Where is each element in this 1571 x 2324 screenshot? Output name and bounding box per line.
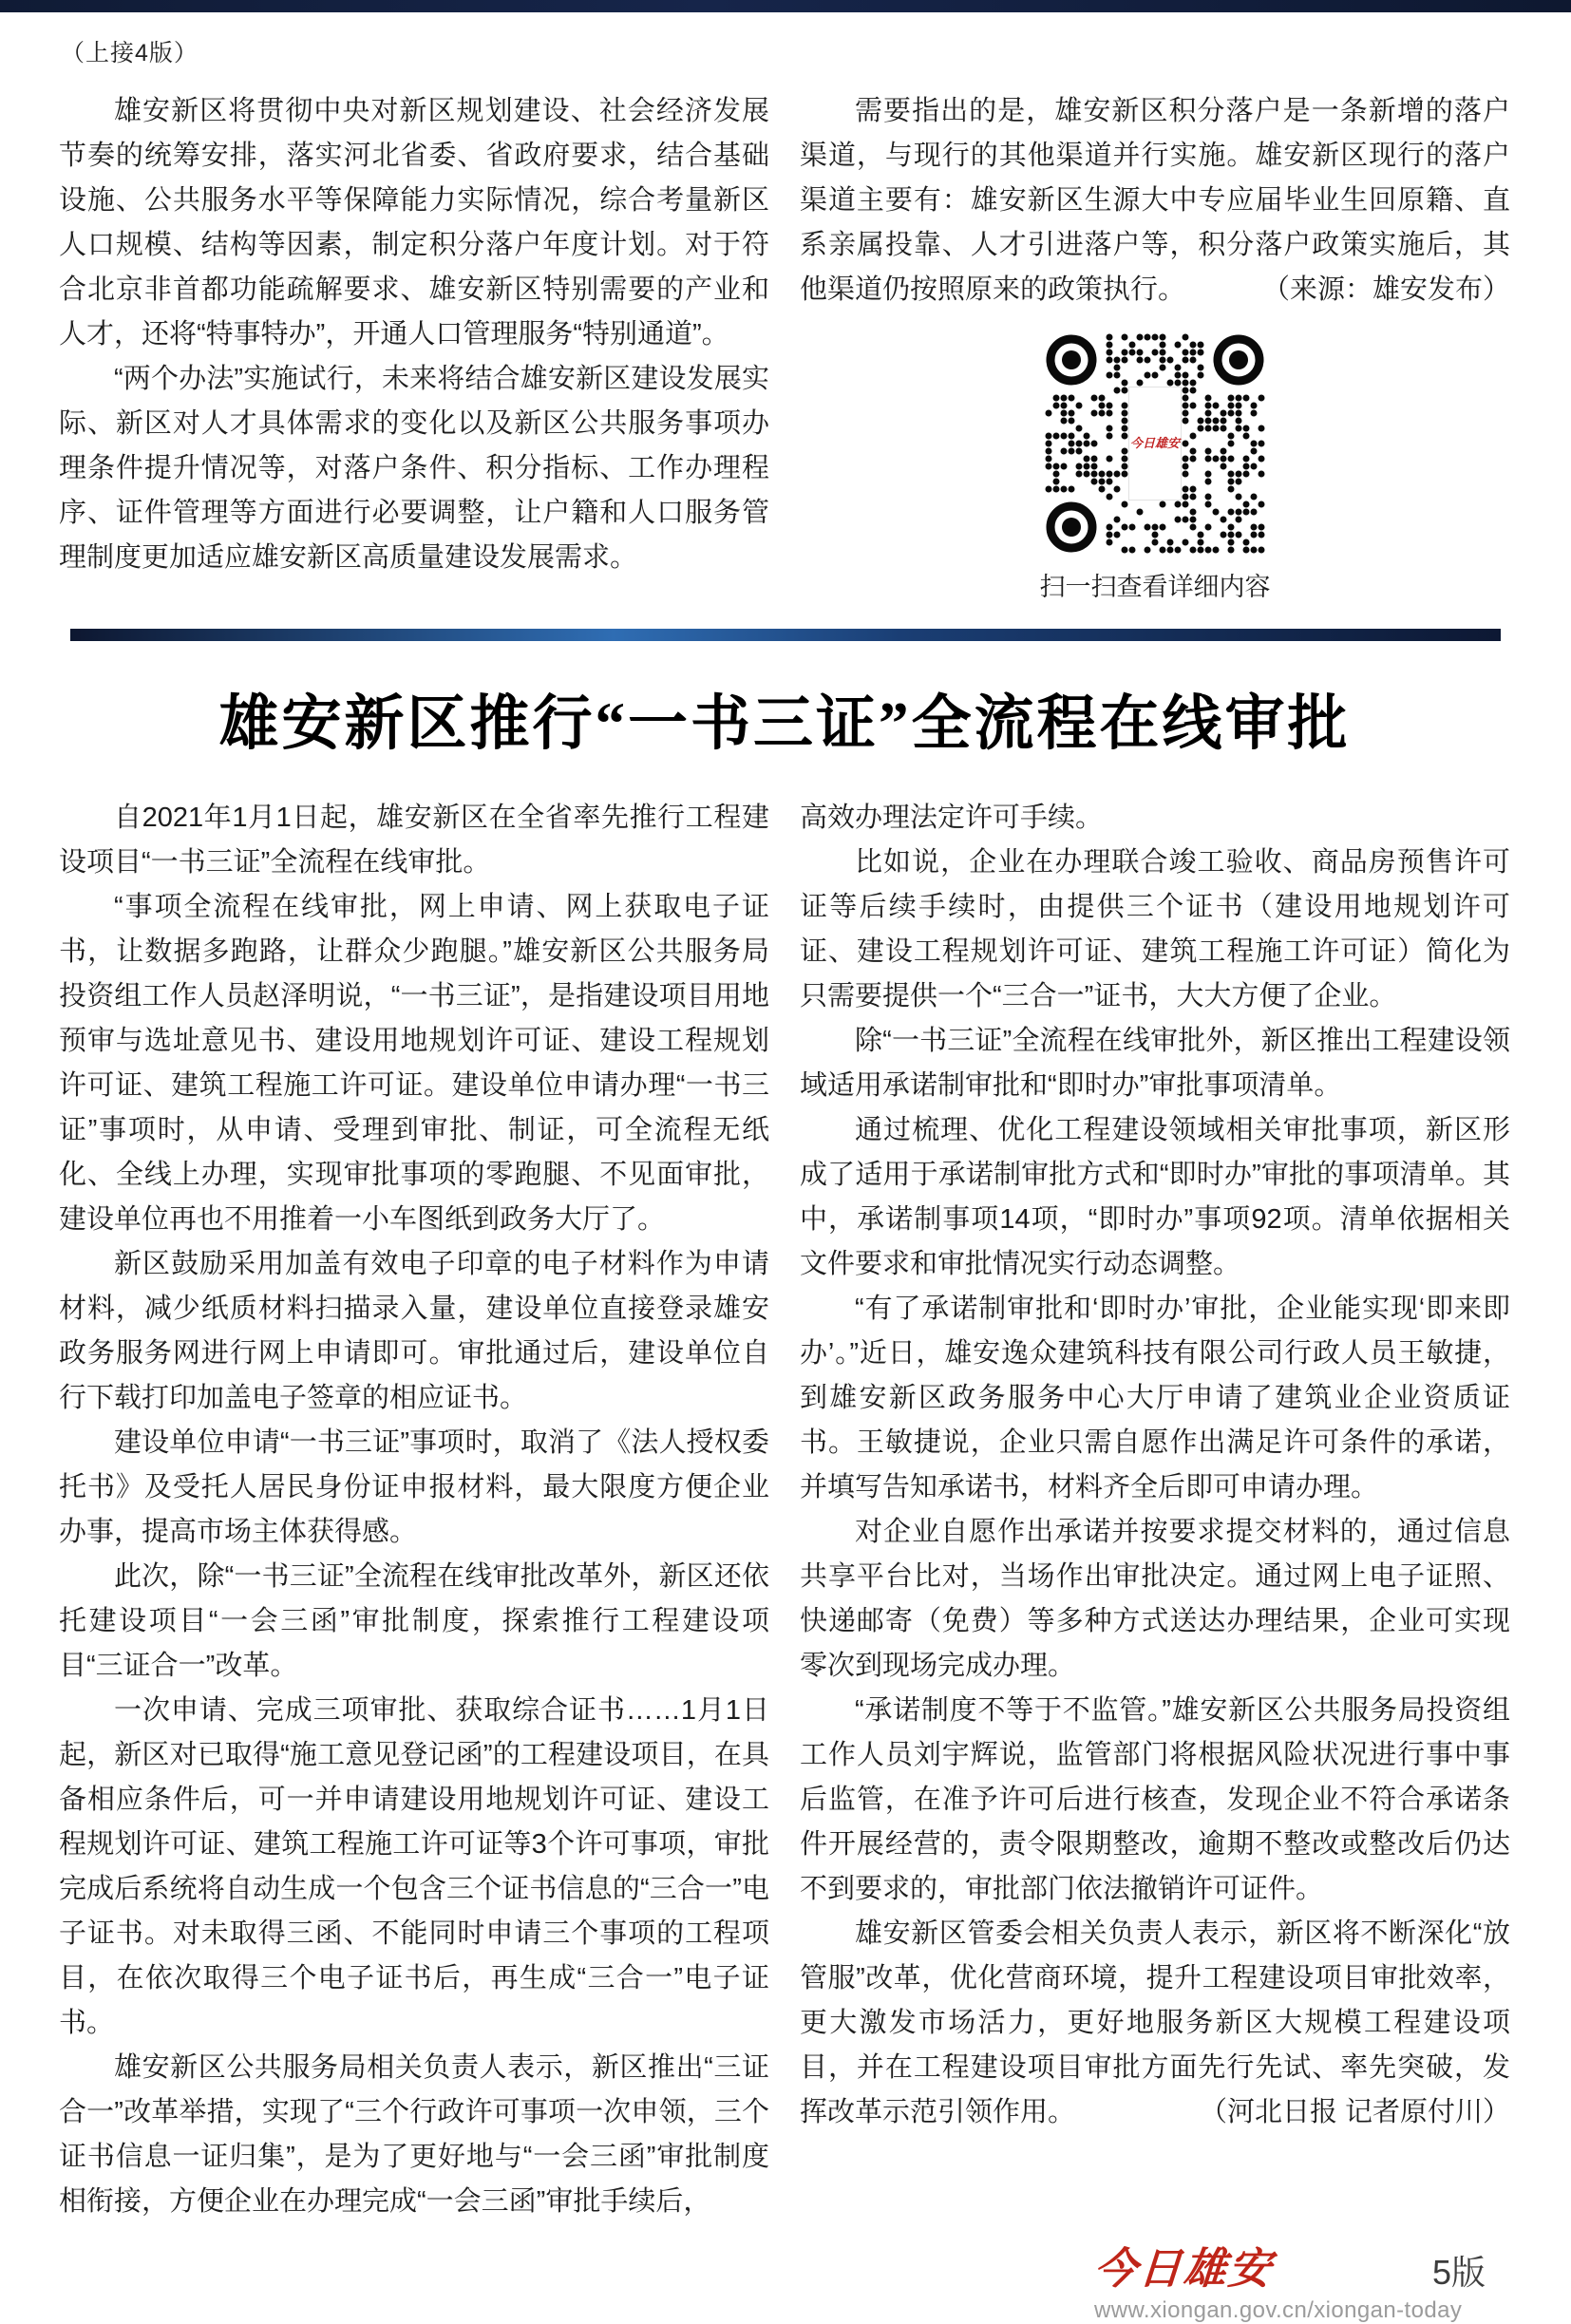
paragraph: 高效办理法定许可手续。 — [800, 803, 1104, 833]
qr-code — [1045, 333, 1265, 554]
paragraph: 雄安新区将贯彻中央对新区规划建设、社会经济发展节奏的统筹安排，落实河北省委、省政府要求，结合基础设施、公共服务水平等保障能力实际情况，综合考量新区人口规模、结构等因素，制定积分落户年度计划。对于符合北京非首都功能疏解要求、雄安新区特别需要的产业和人才，还将“特事特办”，开通人口管理服务“特别通道”。 — [59, 96, 769, 350]
top-article-right-column — [800, 89, 1510, 610]
page-footer — [1092, 2243, 1486, 2324]
top-article — [59, 89, 1510, 610]
section-divider — [70, 629, 1501, 641]
paragraph: 一次申请、完成三项审批、获取综合证书……1月1日起，新区对已取得“施工意见登记函”的工程建设项目，在具备相应条件后，可一并申请建设用地规划许可证、建设工程规划许可证、建筑工程施工许可证等3个许可事项，审批完成后系统将自动生成一个包含三个证书信息的“三合一”电子证书。对未取得三函、不能同时申请三个事项的工程项目，在依次取得三个电子证书后，再生成“三合一”电子证书。 — [59, 1695, 769, 2038]
main-article-right-column — [800, 796, 1510, 2224]
paragraph: 自2021年1月1日起，雄安新区在全省率先推行工程建设项目“一书三证”全流程在线审批。 — [59, 803, 769, 878]
main-article — [59, 796, 1510, 2224]
paragraph: “两个办法”实施试行，未来将结合雄安新区建设发展实际、新区对人才具体需求的变化以及新区公共服务事项办理条件提升情况等，对落户条件、积分指标、工作办理程序、证件管理等方面进行必要调整，让户籍和人口服务管理制度更加适应雄安新区高质量建设发展需求。 — [59, 364, 769, 573]
paragraph: “事项全流程在线审批，网上申请、网上获取电子证书，让数据多跑路，让群众少跑腿。”雄安新区公共服务局投资组工作人员赵泽明说，“一书三证”，是指建设项目用地预审与选址意见书、建设用地规划许可证、建设工程规划许可证、建筑工程施工许可证。建设单位申请办理“一书三证”事项时，从申请、受理到审批、制证，可全流程无纸化、全线上办理，实现审批事项的零跑腿、不见面审批，建设单位再也不用推着一小车图纸到政务大厅了。 — [59, 892, 769, 1235]
paragraph: 雄安新区公共服务局相关负责人表示，新区推出“三证合一”改革举措，实现了“三个行政许可事项一次申领，三个证书信息一证归集”，是为了更好地与“一会三函”审批制度相衔接，方便企业在办理完成“一会三函”审批手续后， — [59, 2052, 769, 2217]
footer-url: www.xiongan.gov.cn/xiongan-today — [1094, 2297, 1463, 2323]
paragraph: “有了承诺制审批和‘即时办’审批，企业能实现‘即来即办’。”近日，雄安逸众建筑科技有限公司行政人员王敏捷，到雄安新区政务服务中心大厅申请了建筑业企业资质证书。王敏捷说，企业只需自愿作出满足许可条件的承诺，并填写告知承诺书，材料齐全后即可申请办理。 — [800, 1294, 1510, 1502]
masthead-logo: 今日雄安 — [1092, 2243, 1275, 2294]
paragraph: 对企业自愿作出承诺并按要求提交材料的，通过信息共享平台比对，当场作出审批决定。通过网上电子证照、快递邮寄（免费）等多种方式送达办理结果，企业可实现零次到现场完成办理。 — [800, 1517, 1510, 1681]
paragraph: 除“一书三证”全流程在线审批外，新区推出工程建设领域适用承诺制审批和“即时办”审批事项清单。 — [800, 1026, 1510, 1101]
paragraph: 此次，除“一书三证”全流程在线审批改革外，新区还依托建设项目“一会三函”审批制度，探索推行工程建设项目“三证合一”改革。 — [59, 1561, 769, 1681]
qr-caption: 扫一扫查看详细内容 — [1039, 573, 1271, 601]
main-article-left-column — [59, 796, 769, 2224]
page-top-band — [0, 0, 1571, 12]
paragraph — [800, 89, 1510, 312]
article-headline: 雄安新区推行“一书三证”全流程在线审批 — [218, 690, 1351, 757]
qr-center-label: 今日雄安 — [1128, 387, 1182, 501]
paragraph: 雄安新区管委会相关负责人表示，新区将不断深化“放管服”改革，优化营商环境，提升工程建设项目审批效率，更大激发市场活力，更好地服务新区大规模工程建设项目，并在工程建设项目审批方面先行先试、率先突破，发挥改革示范引领作用。 （河北日报 记者原付川） — [800, 1912, 1510, 2135]
page-number: 5版 — [1431, 2253, 1486, 2292]
paragraph: 新区鼓励采用加盖有效电子印章的电子材料作为申请材料，减少纸质材料扫描录入量，建设单位直接登录雄安政务服务网进行网上申请即可。审批通过后，建设单位自行下载打印加盖电子签章的相应证书。 — [59, 1249, 769, 1413]
continuation-note: （上接4版） — [61, 40, 199, 66]
paragraph: 建设单位申请“一书三证”事项时，取消了《法人授权委托书》及受托人居民身份证申报材料，最大限度方便企业办事，提高市场主体获得感。 — [59, 1427, 769, 1547]
top-article-left-column — [59, 89, 769, 610]
source-note: （来源：雄安发布） — [1261, 274, 1510, 305]
paragraph: 比如说，企业在办理联合竣工验收、商品房预售许可证等后续手续时，由提供三个证书（建设用地规划许可证、建设工程规划许可证、建筑工程施工许可证）简化为只需要提供一个“三合一”证书，大大方便了企业。 — [800, 847, 1510, 1011]
byline: （河北日报 记者原付川） — [1199, 2097, 1510, 2127]
paragraph: “承诺制度不等于不监管。”雄安新区公共服务局投资组工作人员刘宇辉说，监管部门将根据风险状况进行事中事后监管，在准予许可后进行核查，发现企业不符合承诺条件开展经营的，责令限期整改，逾期不整改或整改后仍达不到要求的，审批部门依法撤销许可证件。 — [800, 1695, 1510, 1904]
paragraph-text: 需要指出的是，雄安新区积分落户是一条新增的落户渠道，与现行的其他渠道并行实施。雄安新区现行的落户渠道主要有：雄安新区生源大中专应届毕业生回原籍、直系亲属投靠、人才引进落户等，积分落户政策实施后，其他渠道仍按照原来的政策执行。 — [800, 96, 1510, 305]
paragraph: 通过梳理、优化工程建设领域相关审批事项，新区形成了适用于承诺制审批方式和“即时办”审批的事项清单。其中，承诺制事项14项，“即时办”事项92项。清单依据相关文件要求和审批情况实行动态调整。 — [800, 1115, 1510, 1279]
